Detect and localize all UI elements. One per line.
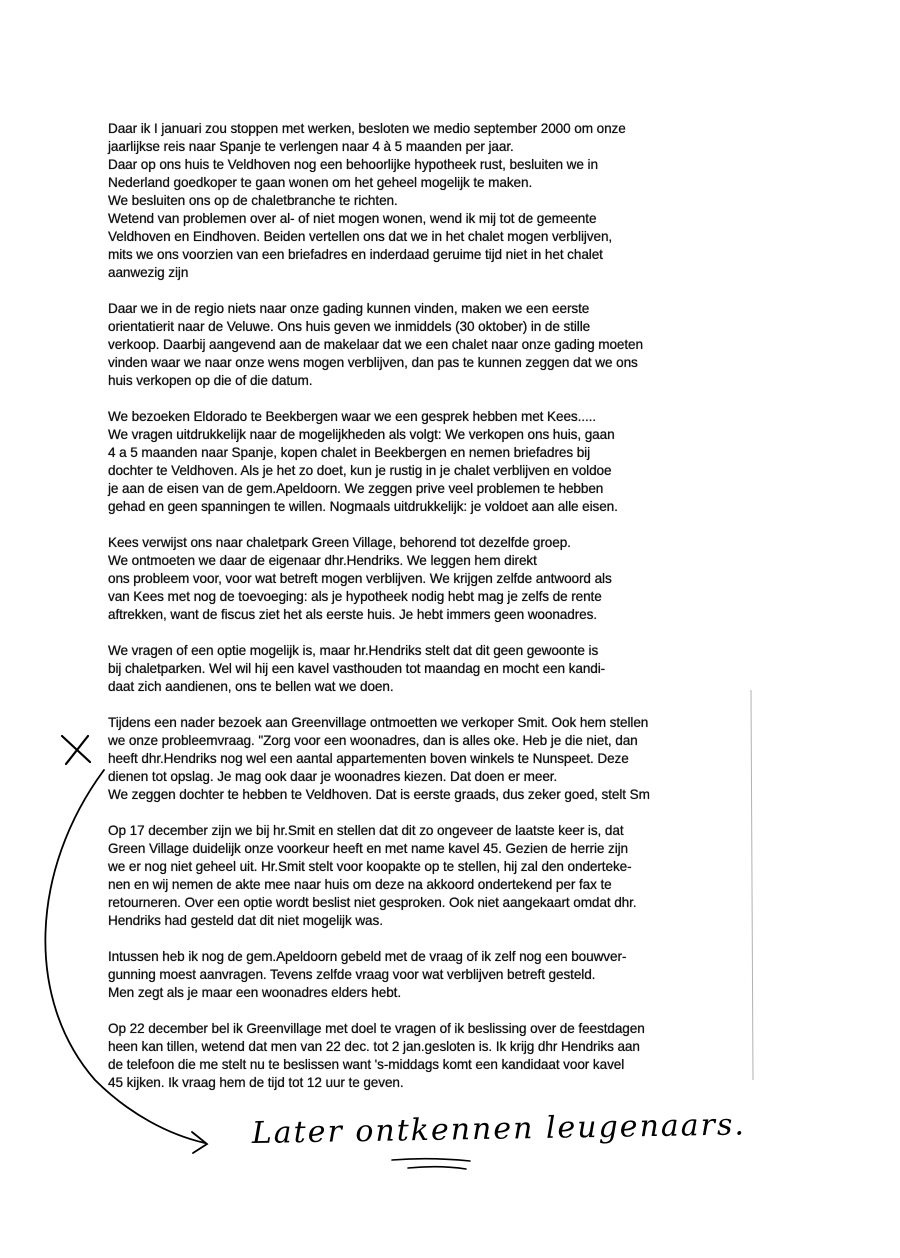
text-line: Daar ik I januari zou stoppen met werken, besloten we medio september 2000 om onze <box>108 121 626 136</box>
text-line: van Kees met nog de toevoeging: als je hypotheek nodig hebt mag je zelfs de rente <box>108 589 602 604</box>
text-line: Intussen heb ik nog de gem.Apeldoorn gebeld met de vraag of ik zelf nog een bouwver- <box>108 949 627 964</box>
text-line: Veldhoven en Eindhoven. Beiden vertellen ons dat we in het chalet mogen verblijven, <box>108 229 613 244</box>
text-line: we onze probleemvraag. "Zorg voor een woonadres, dan is alles oke. Heb je die niet, dan <box>108 733 638 748</box>
text-line: 45 kijken. Ik vraag hem de tijd tot 12 uur te geven. <box>108 1075 404 1090</box>
text-line: Daar we in de regio niets naar onze gading kunnen vinden, maken we een eerste <box>108 301 590 316</box>
text-line: heeft dhr.Hendriks nog wel een aantal appartementen boven winkels te Nunspeet. Deze <box>108 751 629 766</box>
text-line: de telefoon die me stelt nu te beslissen want 's-middags komt een kandidaat voor kavel <box>108 1057 625 1072</box>
text-line: gehad en geen spanningen te willen. Nogmaals uitdrukkelijk: je voldoet aan alle eisen. <box>108 499 618 514</box>
text-line: verkoop. Daarbij aangevend aan de makelaar dat we een chalet naar onze gading moeten <box>108 337 643 352</box>
text-line: jaarlijkse reis naar Spanje te verlengen naar 4 à 5 maanden per jaar. <box>108 139 514 154</box>
text-line: Green Village duidelijk onze voorkeur heeft en met name kavel 45. Gezien de herrie zijn <box>108 841 628 856</box>
text-line: aanwezig zijn <box>108 265 189 280</box>
text-line: Op 22 december bel ik Greenvillage met doel te vragen of ik beslissing over de feestdagen <box>108 1021 645 1036</box>
text-line: Op 17 december zijn we bij hr.Smit en stellen dat dit zo ongeveer de laatste keer is, dat <box>108 823 624 838</box>
text-line: daat zich aandienen, ons te bellen wat we doen. <box>108 679 394 694</box>
text-line: Daar op ons huis te Veldhoven nog een behoorlijke hypotheek rust, besluiten we in <box>108 157 598 172</box>
text-line: orientatierit naar de Veluwe. Ons huis geven we inmiddels (30 oktober) in de stille <box>108 319 591 334</box>
text-line: Kees verwijst ons naar chaletpark Green Village, behorend tot dezelfde groep. <box>108 535 571 550</box>
text-line: nen en wij nemen de akte mee naar huis om deze na akkoord ondertekend per fax te <box>108 877 612 892</box>
text-line: We zeggen dochter te hebben te Veldhoven. Dat is eerste graads, dus zeker goed, stelt Sm <box>108 787 650 802</box>
text-line: We vragen uitdrukkelijk naar de mogelijkheden als volgt: We verkopen ons huis, gaan <box>108 427 615 442</box>
text-line: We bezoeken Eldorado te Beekbergen waar we een gesprek hebben met Kees..... <box>108 409 596 424</box>
text-line: vinden waar we naar onze wens mogen verblijven, dan pas te kunnen zeggen dat we ons <box>108 355 638 370</box>
text-line: aftrekken, want de fiscus ziet het als eerste huis. Je hebt immers geen woonadres. <box>108 607 597 622</box>
text-line: mits we ons voorzien van een briefadres en inderdaad geruime tijd niet in het chalet <box>108 247 603 262</box>
text-line: dochter te Veldhoven. Als je het zo doet, kun je rustig in je chalet verblijven en voldoe <box>108 463 612 478</box>
text-line: we er nog niet geheel uit. Hr.Smit stelt voor koopakte op te stellen, hij zal den onderteke- <box>108 859 632 874</box>
text-line: je aan de eisen van de gem.Apeldoorn. We zeggen prive veel problemen te hebben <box>108 481 604 496</box>
text-line: Nederland goedkoper te gaan wonen om het geheel mogelijk te maken. <box>108 175 533 190</box>
text-line: gunning moest aanvragen. Tevens zelfde vraag voor wat verblijven betreft gesteld. <box>108 967 596 982</box>
text-line: Men zegt als je maar een woonadres elders hebt. <box>108 985 402 1000</box>
text-line: 4 a 5 maanden naar Spanje, kopen chalet in Beekbergen en nemen briefadres bij <box>108 445 591 460</box>
text-line: We besluiten ons op de chaletbranche te richten. <box>108 193 398 208</box>
text-line: dienen tot opslag. Je mag ook daar je woonadres kiezen. Dat doen er meer. <box>108 769 558 784</box>
handwritten-note: Later ontkennen leugenaars. <box>251 1107 747 1151</box>
text-line: heen kan tillen, wetend dat men van 22 dec. tot 2 jan.gesloten is. Ik krijg dhr Hendriks aan <box>108 1039 640 1054</box>
text-line: bij chaletparken. Wel wil hij een kavel vasthouden tot maandag en mocht een kandi- <box>108 661 606 676</box>
text-line: Tijdens een nader bezoek aan Greenvillage ontmoetten we verkoper Smit. Ook hem stellen <box>108 715 649 730</box>
text-line: We vragen of een optie mogelijk is, maar hr.Hendriks stelt dat dit geen gewoonte is <box>108 643 599 658</box>
text-line: huis verkopen op die of die datum. <box>108 373 313 388</box>
text-line: retourneren. Over een optie wordt beslist niet gesproken. Ook niet aangekaart omdat dhr. <box>108 895 637 910</box>
text-line: Wetend van problemen over al- of niet mogen wonen, wend ik mij tot de gemeente <box>108 211 597 226</box>
text-line: Hendriks had gesteld dat dit niet mogelijk was. <box>108 913 383 928</box>
text-line: ons probleem voor, voor wat betreft mogen verblijven. We krijgen zelfde antwoord als <box>108 571 612 586</box>
text-line: We ontmoeten we daar de eigenaar dhr.Hendriks. We leggen hem direkt <box>108 553 537 568</box>
